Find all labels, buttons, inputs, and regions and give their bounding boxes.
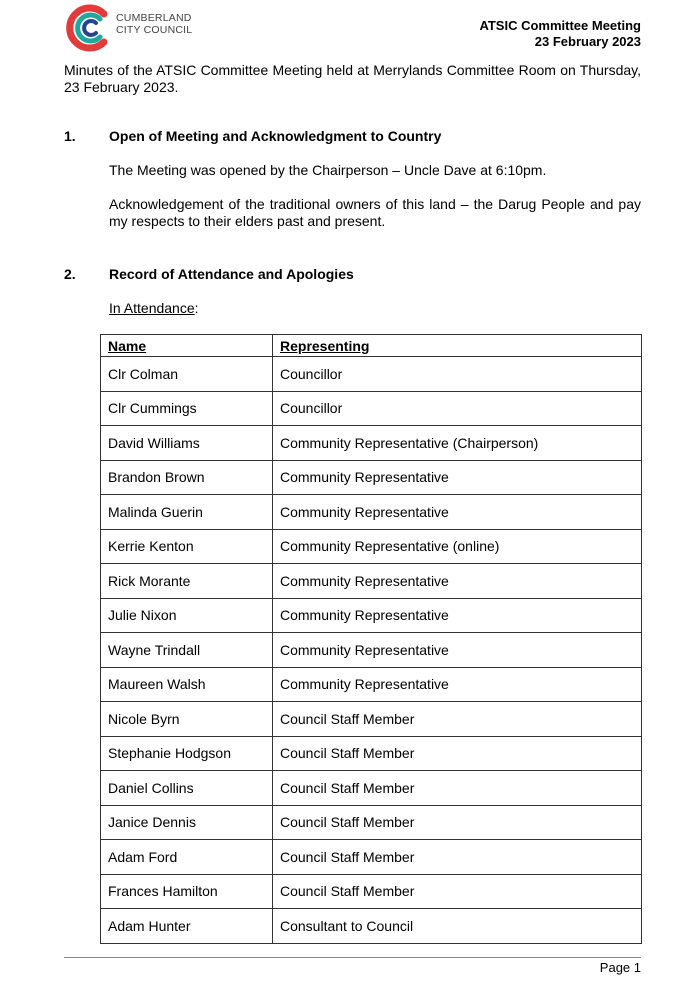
meeting-date: 23 February 2023 (534, 34, 641, 49)
cell-name: Adam Ford (101, 840, 273, 875)
table-row (101, 736, 642, 771)
section2-title: Record of Attendance and Apologies (109, 266, 354, 282)
cell-representing: Community Representative (273, 495, 642, 530)
cell-name: Frances Hamilton (101, 874, 273, 909)
header-meeting-info (479, 18, 641, 50)
table-row (101, 495, 642, 530)
in-attendance-label: In Attendance (109, 300, 195, 316)
cell-name: Rick Morante (101, 564, 273, 599)
section1-para1: The Meeting was opened by the Chairperson – Uncle Dave at 6:10pm. (109, 162, 547, 178)
cell-representing: Community Representative (273, 667, 642, 702)
cell-representing: Council Staff Member (273, 702, 642, 737)
cell-name: Janice Dennis (101, 805, 273, 840)
cell-name: Clr Cummings (101, 391, 273, 426)
section1-number: 1. (64, 128, 76, 144)
header-representing: Representing (273, 335, 642, 357)
cell-representing: Community Representative (273, 633, 642, 668)
table-row (101, 357, 642, 392)
table-row (101, 391, 642, 426)
cell-name: Adam Hunter (101, 909, 273, 944)
page-number: Page 1 (599, 960, 641, 975)
section1-para2: Acknowledgement of the traditional owners of this land – the Darug People and pay my respects to their elders past and present. (109, 196, 641, 229)
cell-representing: Council Staff Member (273, 805, 642, 840)
cell-representing: Community Representative (273, 460, 642, 495)
table-row (101, 426, 642, 461)
cell-name: David Williams (101, 426, 273, 461)
cumberland-logo-icon (64, 2, 116, 54)
logo-text (116, 12, 192, 36)
cell-representing: Community Representative (Chairperson) (273, 426, 642, 461)
attendance-table (100, 334, 642, 944)
cell-name: Stephanie Hodgson (101, 736, 273, 771)
council-logo (64, 2, 199, 54)
in-attendance-heading: In Attendance: (109, 300, 199, 316)
table-header-row (101, 335, 642, 357)
footer-divider (64, 957, 641, 958)
cell-name: Brandon Brown (101, 460, 273, 495)
cell-name: Kerrie Kenton (101, 529, 273, 564)
cell-name: Clr Colman (101, 357, 273, 392)
table-row (101, 840, 642, 875)
cell-representing: Consultant to Council (273, 909, 642, 944)
cell-name: Wayne Trindall (101, 633, 273, 668)
table-row (101, 529, 642, 564)
cell-name: Malinda Guerin (101, 495, 273, 530)
table-row (101, 874, 642, 909)
cell-name: Maureen Walsh (101, 667, 273, 702)
cell-representing: Community Representative (273, 564, 642, 599)
table-row (101, 598, 642, 633)
intro-paragraph: Minutes of the ATSIC Committee Meeting held at Merrylands Committee Room on Thursday, 23 February 2023. (64, 62, 641, 95)
cell-representing: Council Staff Member (273, 736, 642, 771)
table-row (101, 633, 642, 668)
org-line2: CITY COUNCIL (116, 24, 193, 36)
cell-name: Daniel Collins (101, 771, 273, 806)
meeting-title: ATSIC Committee Meeting (479, 18, 641, 33)
table-row (101, 667, 642, 702)
table-row (101, 771, 642, 806)
cell-representing: Community Representative (online) (273, 529, 642, 564)
table-row (101, 460, 642, 495)
table-row (101, 805, 642, 840)
table-row (101, 702, 642, 737)
section2-number: 2. (64, 266, 76, 282)
header-name: Name (101, 335, 273, 357)
cell-representing: Council Staff Member (273, 874, 642, 909)
table-row (101, 909, 642, 944)
cell-representing: Council Staff Member (273, 840, 642, 875)
cell-name: Nicole Byrn (101, 702, 273, 737)
cell-representing: Councillor (273, 391, 642, 426)
table-row (101, 564, 642, 599)
cell-representing: Council Staff Member (273, 771, 642, 806)
cell-name: Julie Nixon (101, 598, 273, 633)
cell-representing: Community Representative (273, 598, 642, 633)
cell-representing: Councillor (273, 357, 642, 392)
section1-title: Open of Meeting and Acknowledgment to Country (109, 128, 442, 144)
org-line1: CUMBERLAND (116, 12, 192, 24)
